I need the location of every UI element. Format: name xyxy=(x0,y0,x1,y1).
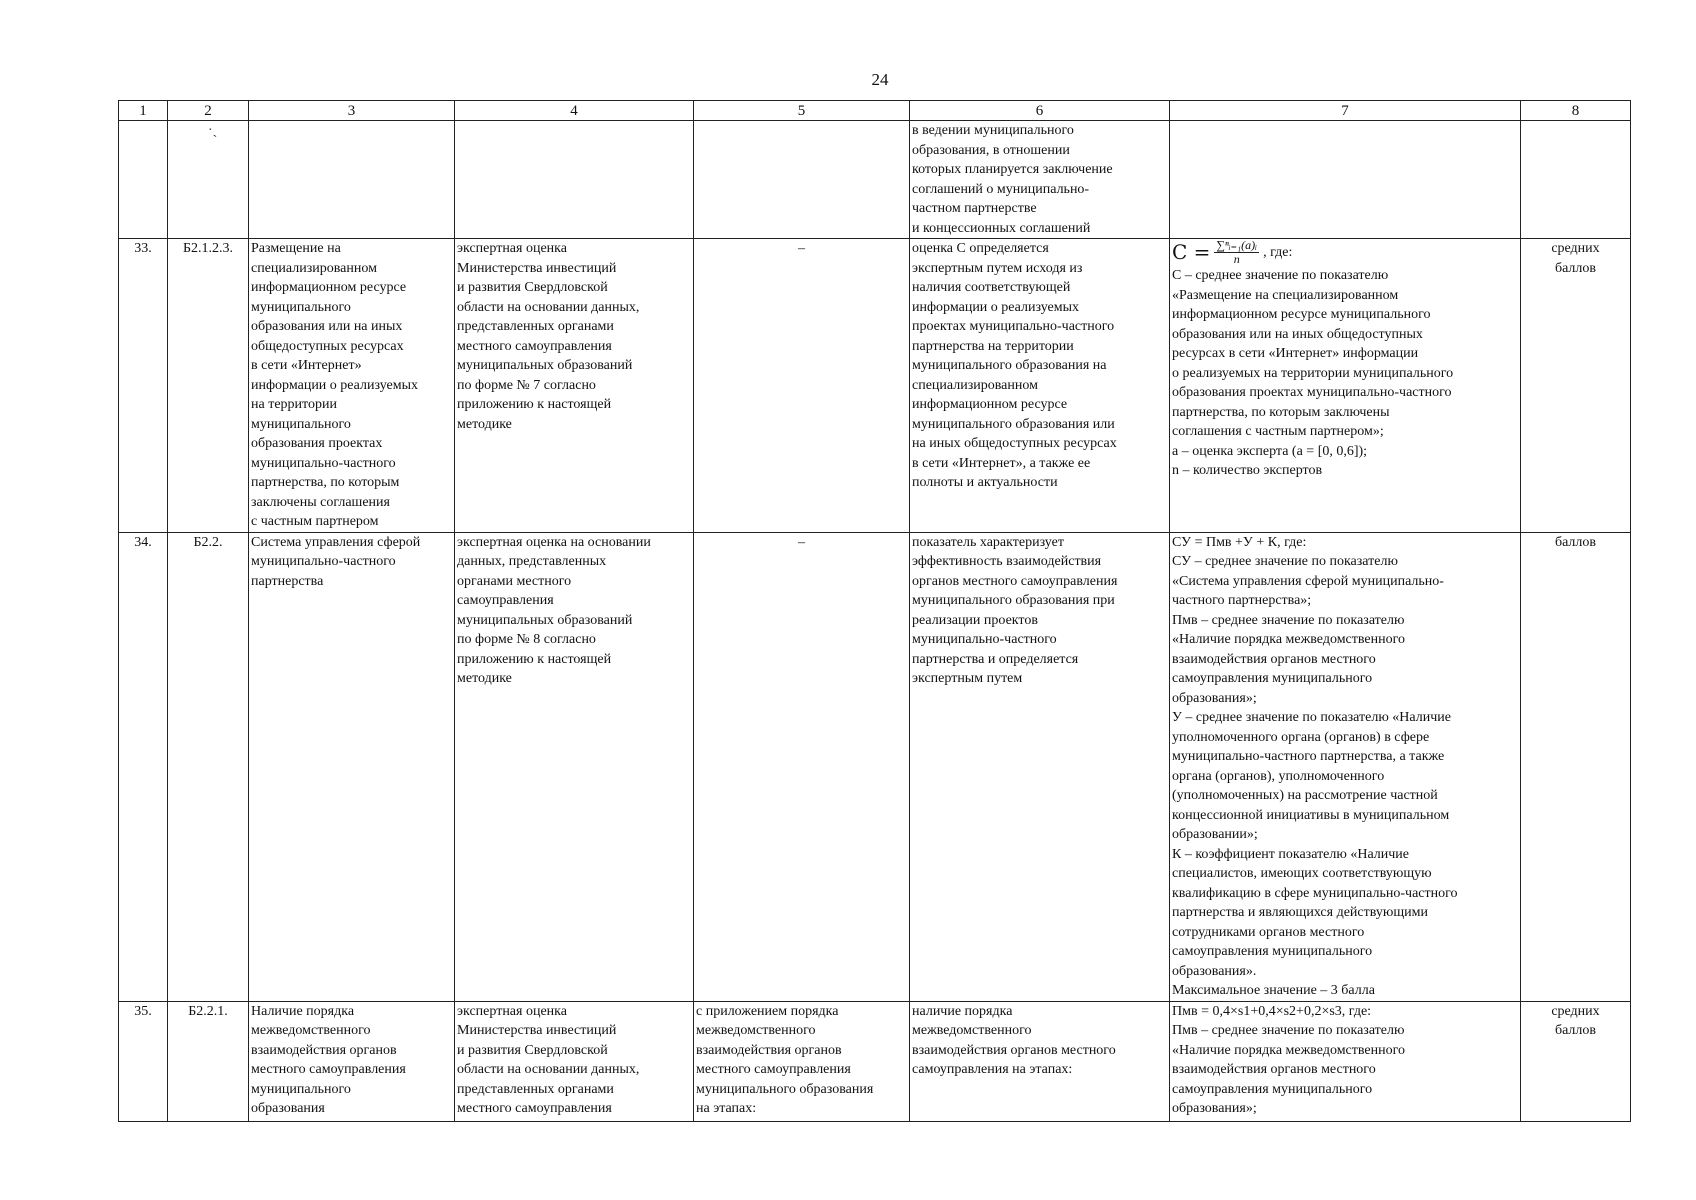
indicator-code: Б2.2. xyxy=(168,532,249,1001)
table-cell xyxy=(455,121,694,239)
column-5-value: с приложением порядка межведомственного взаимодействия органов местного самоуправления муниципального образования на этапах: xyxy=(694,1001,910,1121)
table-cell xyxy=(249,121,455,239)
indicator-description: оценка С определяется экспертным путем исходя из наличия соответствующей информации о реализуемых проектах муниципально-частного партнерства на территории муниципального образования на специализированном информационном ресурсе муниципального образования или на иных общедоступных ресурсах в сети «Интернет», а также ее полноты и актуальности xyxy=(910,239,1170,533)
row-number: 34. xyxy=(119,532,168,1001)
data-source: экспертная оценка Министерства инвестиций и развития Свердловской области на основании данных, представленных органами местного самоуправления xyxy=(455,1001,694,1121)
column-number-header-row xyxy=(119,101,1631,121)
table-cell xyxy=(168,121,249,239)
indicator-code: Б2.1.2.3. xyxy=(168,239,249,533)
table-row xyxy=(119,532,1631,1001)
formula-fraction xyxy=(1214,239,1259,266)
column-header: 2 xyxy=(168,101,249,121)
table-cell xyxy=(694,121,910,239)
formula-denominator: n xyxy=(1233,252,1240,266)
calculation-explanation: СУ = Пмв +У + К, где: СУ – среднее значение по показателю «Система управления сферой муниципально- частного партнерства»; Пмв – среднее значение по показателю «Наличие порядка межведомственного взаимодействия органов местного самоуправления муниципального образования»; У – среднее значение по показателю «Наличие уполномоченного органа (органов) в сфере муниципально-частного партнерства, а также органа (органов), уполномоченного (уполномоченных) на рассмотрение частной концессионной инициативы в муниципальном образовании»; К – коэффициент показателю «Наличие специалистов, имеющих соответствующую квалификацию в сфере муниципально-частного партнерства и являющихся действующими сотрудниками органов местного самоуправления муниципального образования». Максимальное значение – 3 балла xyxy=(1170,532,1521,1001)
calculation-explanation: Пмв = 0,4×s1+0,4×s2+0,2×s3, где: Пмв – среднее значение по показателю «Наличие порядка межведомственного взаимодействия органов местного самоуправления муниципального образования»; xyxy=(1170,1001,1521,1121)
indicator-name: Наличие порядка межведомственного взаимодействия органов местного самоуправления муниципального образования xyxy=(249,1001,455,1121)
unit-of-measure: средних баллов xyxy=(1521,239,1631,533)
unit-of-measure: баллов xyxy=(1521,532,1631,1001)
column-header: 3 xyxy=(249,101,455,121)
formula xyxy=(1172,239,1518,266)
formula-lhs: C = xyxy=(1172,239,1211,264)
column-header: 7 xyxy=(1170,101,1521,121)
calculation-cell xyxy=(1170,239,1521,533)
table-cell xyxy=(119,121,168,239)
indicator-name: Система управления сферой муниципально-частного партнерства xyxy=(249,532,455,1001)
description-cell: в ведении муниципального образования, в отношении которых планируется заключение соглашений о муниципально- частном партнерстве и концессионных соглашений xyxy=(910,121,1170,239)
column-header: 8 xyxy=(1521,101,1631,121)
row-number: 35. xyxy=(119,1001,168,1121)
indicator-code: Б2.2.1. xyxy=(168,1001,249,1121)
column-header: 5 xyxy=(694,101,910,121)
data-source: экспертная оценка Министерства инвестиций и развития Свердловской области на основании данных, представленных органами местного самоуправления муниципальных образований по форме № 7 согласно приложению к настоящей методике xyxy=(455,239,694,533)
column-header: 4 xyxy=(455,101,694,121)
table-cell xyxy=(1170,121,1521,239)
continuation-row xyxy=(119,121,1631,239)
column-header: 6 xyxy=(910,101,1170,121)
table-row xyxy=(119,239,1631,533)
indicator-table xyxy=(118,100,1631,1122)
indicator-table-sheet xyxy=(118,100,1630,1114)
unit-of-measure: средних баллов xyxy=(1521,1001,1631,1121)
indicator-description: показатель характеризует эффективность взаимодействия органов местного самоуправления муниципального образования при реализации проектов муниципально-частного партнерства и определяется экспертным путем xyxy=(910,532,1170,1001)
formula-numerator: ∑ⁿᵢ₌₁(a)ᵢ xyxy=(1216,238,1258,252)
calculation-explanation: С – среднее значение по показателю «Размещение на специализированном информационном ресурсе муниципального образования или на иных общедоступных ресурсах в сети «Интернет» информации о реализуемых на территории муниципального образования проектах муниципально-частного партнерства, по которым заключены соглашения с частным партнером»; a – оценка эксперта (a = [0, 0,6]); n – количество экспертов xyxy=(1172,268,1454,478)
column-5-value: – xyxy=(694,532,910,1001)
table-cell xyxy=(1521,121,1631,239)
column-5-value: – xyxy=(694,239,910,533)
indicator-description: наличие порядка межведомственного взаимодействия органов местного самоуправления на этапах: xyxy=(910,1001,1170,1121)
row-number: 33. xyxy=(119,239,168,533)
table-row xyxy=(119,1001,1631,1121)
data-source: экспертная оценка на основании данных, представленных органами местного самоуправления муниципальных образований по форме № 8 согласно приложению к настоящей методике xyxy=(455,532,694,1001)
column-header: 1 xyxy=(119,101,168,121)
indicator-name: Размещение на специализированном информационном ресурсе муниципального образования или на иных общедоступных ресурсах в сети «Интернет» информации о реализуемых на территории муниципального образования проектах муниципально-частного партнерства, по которым заключены соглашения с частным партнером xyxy=(249,239,455,533)
stray-mark: ·ˎ xyxy=(208,123,218,138)
page-number: 24 xyxy=(871,70,889,89)
formula-suffix: , где: xyxy=(1263,244,1293,260)
